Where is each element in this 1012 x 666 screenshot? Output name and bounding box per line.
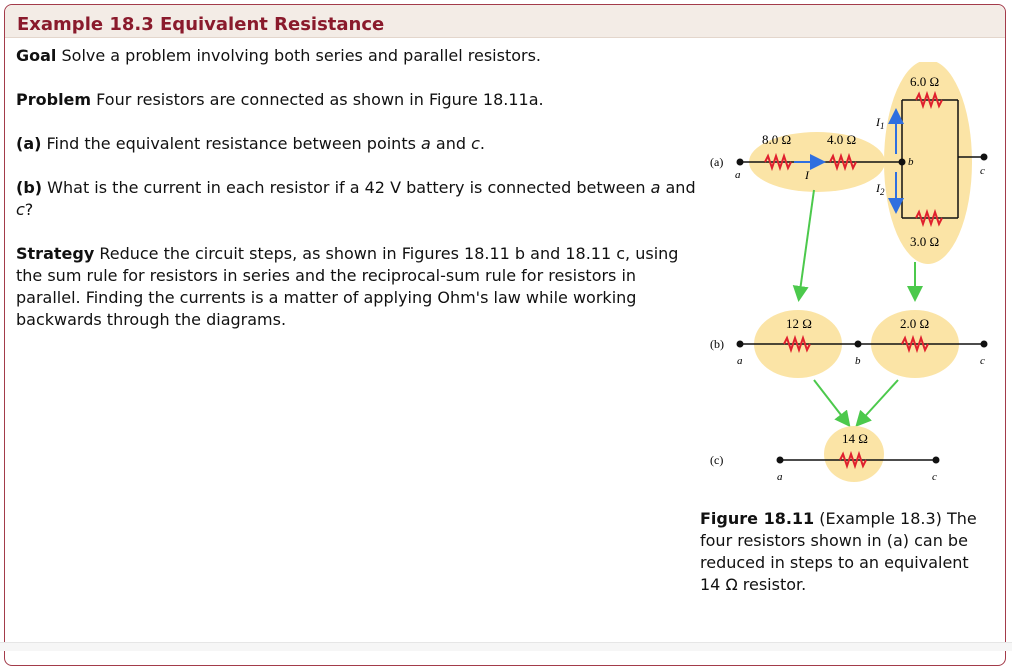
label-2-ohm: 2.0 Ω	[900, 316, 930, 331]
caption-text: (Example 18.3) The four resistors shown in (a) can be reduced in steps to an equivalent 14 Ω resistor.	[700, 509, 977, 594]
node-c-a	[777, 457, 784, 464]
part-a-point-a: a	[421, 134, 431, 153]
part-b-and: and	[660, 178, 696, 197]
reduction-arrow-right	[858, 380, 898, 424]
caption-label: Figure 18.11	[700, 509, 815, 528]
part-b-point-a: a	[650, 178, 661, 197]
problem-text-body: Four resistors are connected as shown in Figure 18.11a.	[96, 90, 544, 109]
node-b-c	[981, 341, 988, 348]
label-c-point-c: c	[932, 471, 937, 483]
goal-text: Solve a problem involving both series and parallel resistors.	[61, 46, 542, 65]
node-b-b	[855, 341, 862, 348]
figure-18-11-diagram	[690, 62, 1000, 492]
node-c-c	[933, 457, 940, 464]
part-a-end: .	[479, 134, 485, 153]
figure-caption	[700, 508, 992, 596]
part-a-text: Find the equivalent resistance between points	[46, 134, 422, 153]
node-a	[737, 159, 744, 166]
label-b-point-c: c	[980, 355, 985, 367]
label-8-ohm: 8.0 Ω	[762, 132, 792, 147]
part-b-paragraph	[16, 177, 696, 221]
problem-label: Problem	[16, 90, 92, 109]
panel-c-label: (c)	[710, 453, 724, 467]
label-b-point-a: a	[737, 355, 743, 367]
example-title: Example 18.3 Equivalent Resistance	[17, 14, 385, 35]
part-a-label: (a)	[16, 134, 42, 153]
label-12-ohm: 12 Ω	[786, 316, 812, 331]
problem-text	[16, 45, 696, 353]
part-a-point-c: c	[471, 134, 480, 153]
label-current-i2: $I_2$	[876, 181, 885, 197]
label-point-a: a	[735, 169, 741, 181]
part-b-end: ?	[24, 200, 34, 219]
part-a-paragraph	[16, 133, 696, 155]
panel-a-label: (a)	[710, 155, 724, 169]
reduction-arrow-series	[799, 190, 814, 298]
problem-paragraph	[16, 89, 696, 111]
strategy-label: Strategy	[16, 244, 95, 263]
strategy-text: Reduce the circuit steps, as shown in Figures 18.11 b and 18.11 c, using the sum rule for resistors in series and the reciprocal-sum rule for resistors in parallel. Finding the currents is a matter of applying Ohm's law while working backwards through the diagrams.	[16, 244, 679, 329]
goal-label: Goal	[16, 46, 57, 65]
label-6-ohm: 6.0 Ω	[910, 74, 940, 89]
label-c-point-a: a	[777, 471, 783, 483]
panel-b-label: (b)	[710, 337, 724, 351]
part-b-point-c: c	[16, 200, 25, 219]
label-3-ohm: 3.0 Ω	[910, 234, 940, 249]
node-c	[981, 154, 988, 161]
strategy-paragraph	[16, 243, 696, 331]
label-b-point-b: b	[855, 355, 861, 367]
reduction-arrow-left	[814, 380, 848, 424]
part-b-text: What is the current in each resistor if a 42 V battery is connected between	[47, 178, 651, 197]
node-b-a	[737, 341, 744, 348]
goal-paragraph	[16, 45, 696, 67]
label-14-ohm: 14 Ω	[842, 431, 868, 446]
part-b-label: (b)	[16, 178, 43, 197]
part-a-and: and	[430, 134, 472, 153]
label-point-c: c	[980, 165, 985, 177]
label-current-i1: $I_1$	[876, 115, 885, 131]
label-current-i: I	[805, 168, 809, 182]
label-point-b: b	[908, 156, 914, 168]
label-4-ohm: 4.0 Ω	[827, 132, 857, 147]
